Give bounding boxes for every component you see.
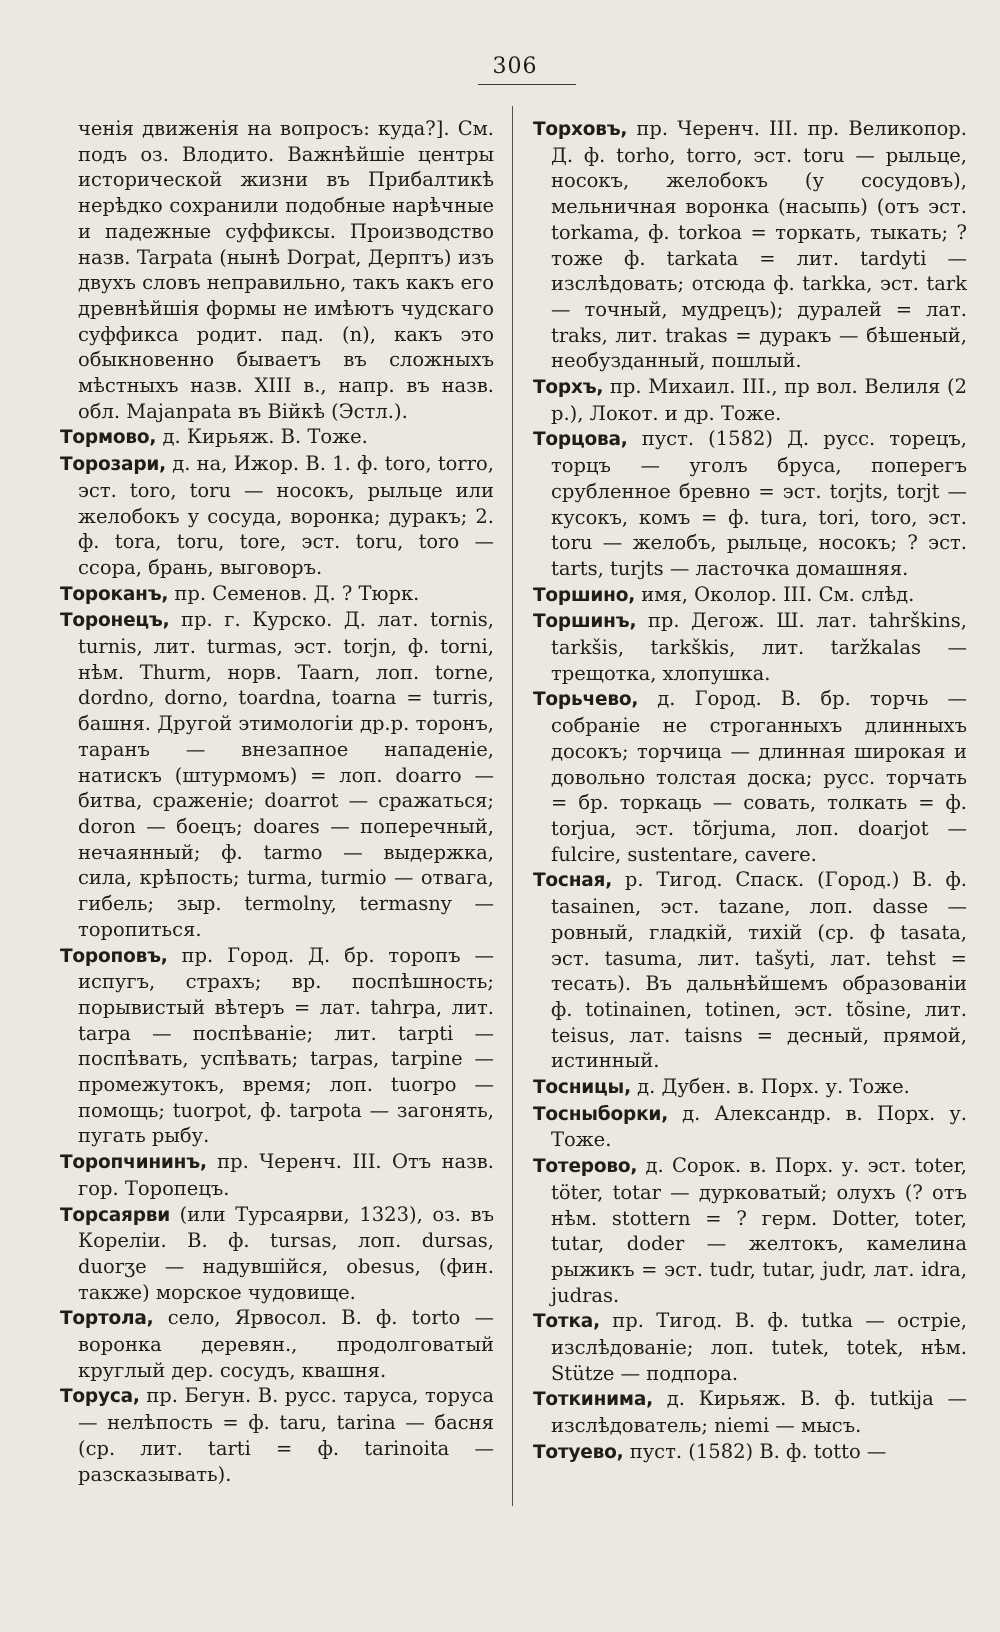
dictionary-entry [52,424,494,451]
dictionary-entry [525,1439,967,1466]
entry-headword: Торсаярви [60,1204,171,1226]
entry-text: пуст. (1582) Д. русс. торецъ, торцъ — уголъ бруса, поперегъ срубленное бревно = эст. torjts, torjt — кусокъ, комъ = ф. tura, tori, toro, эст. toru — желобъ, рыльце, носокъ; ? эст. tarts, turjts — ласточка домашняя. [551,427,967,580]
dictionary-entry [525,608,967,686]
entry-text: пр. Бегун. В. русс. таруса, торуса — нелѣпость = ф. taru, tarina — басня (ср. лит. tarti = ф. tarinoita — разсказывать). [78,1384,494,1486]
entry-text: пр. Михаил. III., пр вол. Велиля (2 р.), Локот. и др. Тоже. [551,375,967,425]
entry-headword: Тороканъ, [60,583,169,605]
entry-text: пр. Город. Д. бр. торопъ — испугъ, страхъ; вр. поспѣшность; порывистый вѣтеръ = лат. tahrpa, лит. tarpa — поспѣваніе; лит. tarpti — поспѣвать, успѣвать; tarpas, tarpine — промежутокъ, время; лоп. tuorpo — помощь; tuorpot, ф. tarpota — загонять, пугать рыбу. [78,943,494,1148]
dictionary-entry [525,374,967,426]
dictionary-entry [525,1386,967,1438]
entry-headword: Тороповъ, [60,945,168,967]
dictionary-entry [525,1153,967,1308]
entry-text: имя, Околор. III. См. слѣд. [635,582,915,606]
header-rule [478,84,576,85]
entry-text: д. Сорок. в. Порх. у. эст. toter, töter, totar — дурковатый; олухъ (? отъ нѣм. stottern = ? герм. Dotter, toter, tutar, doder — желтокъ, камелина рыжикъ = эст. tudr, tutar, judr, лат. idra, judras. [551,1154,967,1307]
dictionary-entry [525,116,967,374]
entry-text: д. на, Ижор. В. 1. ф. toro, torro, эст. toro, toru — носокъ, рыльце или желобокъ у сосуда, воронка; дуракъ; 2. ф. tora, toru, tore, эст. toru, toro — ссора, брань, выговоръ. [78,452,494,579]
entry-headword: Тотерово, [533,1156,638,1178]
dictionary-entry [525,1101,967,1153]
entry-headword: Тормово, [60,427,157,449]
entry-text: д. Кирьяж. В. ф. tutkija — изслѣдователь; niemi — мысъ. [551,1387,967,1438]
entry-text: пр. Дегож. Ш. лат. tahrškins, tarkšis, tarkškis, лит. taržkalas — трещотка, хлопушка. [551,609,967,685]
entry-text: пр. Тигод. В. ф. tutka — остріе, изслѣдованіе; лоп. tutek, totek, нѣм. Stütze — подпора. [551,1309,967,1385]
entry-text: ченія движенія на вопросъ: куда?]. См. подъ оз. Влодито. Важнѣйшіе центры исторической жизни въ Прибалтикѣ нерѣдко сохранили подобные нарѣчные и падежные суффиксы. Производство назв. Tarpata (нынѣ Dorpat, Дерптъ) изъ двухъ словъ неправильно, такъ какъ его древнѣйшія формы не имѣютъ чудскаго суффикса родит. пад. (n), какъ это обыкновенно бываетъ въ сложныхъ мѣстныхъ назв. XIII в., напр. въ назв. обл. Majanpata въ Вiйкѣ (Эстл.). [78,117,494,423]
dictionary-entry [525,1308,967,1386]
entry-text: село, Ярвосол. В. ф. torto — воронка деревян., продолговатый круглый дер. сосудъ, квашня. [78,1306,494,1382]
entry-text: д. Кирьяж. В. Тоже. [156,425,368,449]
entry-headword: Тотка, [533,1311,600,1333]
entry-headword: Торозари, [60,454,166,476]
right-column [525,116,967,1466]
entry-headword: Торопчининъ, [60,1152,207,1174]
entry-headword: Торьчево, [533,689,639,711]
entry-headword: Торхъ, [533,377,604,399]
dictionary-entry [525,426,967,581]
dictionary-entry [52,1305,494,1383]
dictionary-entry [52,1202,494,1306]
entry-text: пр. Черенч. III. пр. Великопор. Д. ф. torho, torro, эст. toru — рыльце, носокъ, желобокъ (у сосудовъ), мельничная воронка (насыпь) (отъ эст. torkama, ф. torkoa = торкать, тыкать; ? тоже ф. tarkata = лит. tardyti — изслѣдовать; отсюда ф. tarkka, эст. tark — точный, мудрецъ); дуралей = лат. traks, лит. trakas = дуракъ — бѣшеный, необузданный, пошлый. [551,117,967,373]
entry-headword: Тотуево, [533,1441,624,1463]
entry-headword: Тортола, [60,1308,154,1330]
entry-text: д. Город. В. бр. торчь — собраніе не строганныхъ длинныхъ досокъ; торчица — длинная широкая и довольно толстая доска; русс. торчать = бр. торкаць — совать, толкать = ф. torjua, эст. tõrjuma, лоп. doarjot — fulcire, sustentare, cavere. [551,687,967,866]
entry-text: р. Тигод. Спаск. (Город.) В. ф. tasainen, эст. tazane, лоп. dasse — ровный, гладкій, тихій (ср. ф tasata, эст. tasuma, лит. tašyti, лат. tehst = тесать). Въ дальнѣйшемъ образованіи ф. totinainen, totinen, эст. tõsine, лит. teisus, лат. taisns = десный, прямой, истинный. [551,868,967,1073]
entry-headword: Тосныборки, [533,1103,669,1125]
dictionary-entry [52,1149,494,1201]
dictionary-entry [525,867,967,1074]
entry-headword: Торховъ, [533,119,628,140]
dictionary-entry [52,116,494,424]
entry-text: д. Дубен. в. Порх. у. Тоже. [630,1075,910,1099]
entry-text: (или Турсаярви, 1323), оз. въ Кореліи. В. ф. tursas, лоп. dursas, duorʒe — надувшійся, obesus, (фин. также) морское чудовище. [78,1202,494,1304]
dictionary-entry [52,451,494,581]
page-number: 306 [492,54,538,79]
dictionary-entry [525,1074,967,1101]
left-column [52,116,494,1487]
entry-headword: Торуса, [60,1386,140,1408]
entry-text: пр. Семенов. Д. ? Тюрк. [168,581,420,605]
entry-headword: Торшино, [533,584,636,606]
entry-headword: Тосная, [533,870,613,892]
entry-headword: Тоткинима, [533,1389,653,1411]
dictionary-entry [52,607,494,942]
entry-headword: Торшинъ, [533,611,637,633]
dictionary-entry [52,581,494,608]
entry-headword: Торцова, [533,429,628,451]
entry-headword: Тосницы, [533,1077,631,1099]
dictionary-entry [525,686,967,867]
column-divider [512,106,513,1506]
dictionary-entry [52,943,494,1150]
entry-text: д. Александр. в. Порх. у. Тоже. [551,1101,967,1152]
entry-headword: Торонецъ, [60,610,170,632]
dictionary-entry [52,1383,494,1487]
dictionary-entry [525,582,967,609]
entry-text: пуст. (1582) В. ф. totto — [623,1439,887,1463]
entry-text: пр. г. Курско. Д. лат. tornis, turnis, лит. turmas, эст. torjn, ф. torni, нѣм. Thurm, норв. Taarn, лоп. torne, dordno, dorno, toardna, toarna = turris, башня. Другой этимологіи др.р. торонъ, таранъ — внезапное нападеніе, натискъ (штурмомъ) = лоп. doarro — битва, сраженіе; doarrot — сражаться; doron — боецъ; doares — поперечный, нечаянный; ф. tarmo — выдержка, сила, крѣпость; turma, turmio — отвага, гибель; зыр. termolny, termasny — торопиться. [78,608,494,941]
entry-text: пр. Черенч. III. Отъ назв. гор. Торопецъ. [78,1150,494,1200]
